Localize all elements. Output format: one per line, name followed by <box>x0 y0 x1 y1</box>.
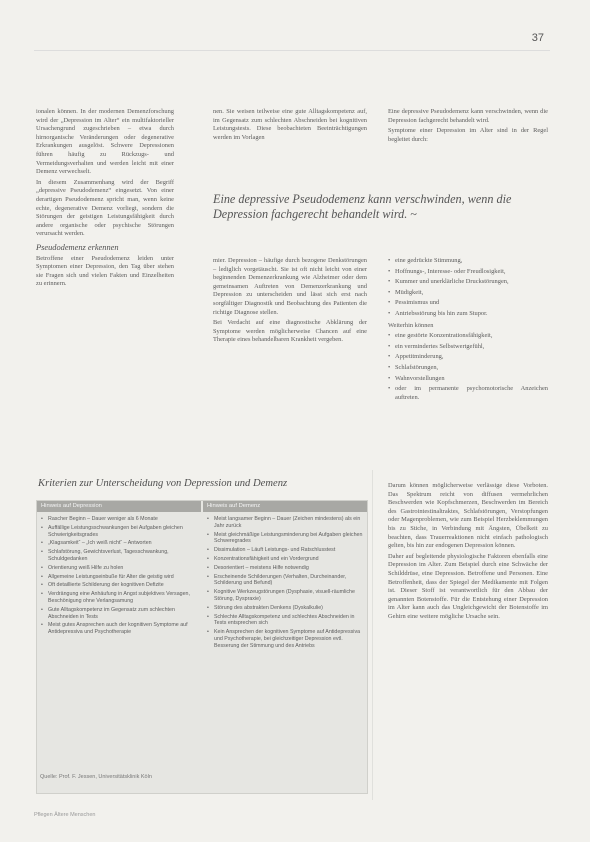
page-footer: Pflegen Ältere Menschen <box>34 812 96 818</box>
paragraph: mier. Depression – häufige durch bezogene Denkstörungen – lediglich vorgetäuscht. Sie ist oft nicht leicht von einer beginnenden Demenzerkrankung wie Alzheimer oder dem gemeinsamen Auftreten von Demenzerkrankung und Depression zu unterscheiden und lässt sich erst nach sorgfältiger Diagnostik und Beobachtung des Patienten die richtige Diagnose stellen. <box>213 257 367 316</box>
header-rule <box>34 50 550 51</box>
paragraph: Symptome einer Depression im Alter sind in der Regel begleitet durch: <box>388 127 548 143</box>
symptom-list-b <box>388 332 548 402</box>
table-header-dementia: Hinweis auf Demenz <box>203 501 367 512</box>
list-intro: Weiterhin können <box>388 321 434 329</box>
column-2-bottom-text <box>213 257 367 347</box>
table-cell: • Kognitive Werkzeugstörungen (Dysphasie, visuell-räumliche Störung, Dyspraxie) <box>207 589 363 603</box>
paragraph: nen. Sie weisen teilweise eine gute Alltagskompetenz auf, im Gegensatz zum schlechten Abschneiden bei kognitiven Leistungstests. Diese beobachteten Beeinträchtigungen werden im Vorlagen <box>213 108 367 141</box>
table-cell: • Meist gutes Ansprechen auch der kognitiven Symptome auf Antidepressiva und Psychotherapie <box>41 622 197 636</box>
paragraph: Darum können möglicherweise verlässige diese Vorboten. Das Spektrum reicht von diffusen vermehrlichen Beschwerden wie Kopfschmerzen, Beschwerden im Bereich des Gastrointestinaltraktes, Schlafstörungen, Verstopfungen oder Magenproblemen, wie zum Beispiel Herzbeklemmungen bis zu Stiche, in Verbindung mit Ängsten, Übelkeit zu beachten, dass Trauerreaktionen nicht einfach pathologisch gelten, bis hin zur endogenen Depression können. <box>388 482 548 550</box>
table-cell: • Schlechte Alltagskompetenz und schlechtes Abschneiden in Tests entsprechen sich <box>207 614 363 628</box>
column-3-lower-text <box>388 482 548 624</box>
column-1-text <box>36 108 174 291</box>
table-cell: • „Klagsamkeit“ – „Ich weiß nicht“ – Antworten <box>41 540 197 547</box>
table-cell: • Meist gleichmäßige Leistungsminderung bei Aufgaben gleichen Schweregrades <box>207 532 363 546</box>
pull-quote-text: Eine depressive Pseudodemenz kann verschwinden, wenn die Depression fachgerecht behandelt wird. <box>213 192 512 221</box>
list-item: • Kummer und unerklärliche Druckstörungen, <box>388 278 548 287</box>
table-cell: • Meist langsamer Beginn – Dauer (Zeichen mindestens) als ein Jahr zurück <box>207 516 363 530</box>
list-item: • Müdigkeit, <box>388 289 548 298</box>
table-cell: • Oft detaillierte Schilderung der kognitiven Defizite <box>41 582 197 589</box>
list-item: • eine gedrückte Stimmung, <box>388 257 548 266</box>
symptom-list-a <box>388 257 548 319</box>
paragraph: Eine depressive Pseudodemenz kann verschwinden, wenn die Depression fachgerecht behandelt wird. <box>388 108 548 124</box>
table-header-depression: Hinweis auf Depression <box>37 501 201 512</box>
subheading: Pseudodemenz erkennen <box>36 242 119 252</box>
depression-criteria-list <box>41 516 197 638</box>
list-item: • Schlafstörungen, <box>388 364 548 373</box>
list-item: • Hoffnungs-, Interesse- oder Freudlosigkeit, <box>388 268 548 277</box>
list-item: • eine gestörte Konzentrationsfähigkeit, <box>388 332 548 341</box>
table-cell: • Auffällige Leistungsschwankungen bei Aufgaben gleichen Schwierigkeitsgrades <box>41 525 197 539</box>
pull-quote-mark: ~ <box>410 207 417 221</box>
criteria-table <box>36 500 368 794</box>
list-item: • Appetitminderung, <box>388 353 548 362</box>
table-source: Quelle: Prof. F. Jessen, Universitätsklinik Köln <box>40 774 152 780</box>
paragraph: In diesem Zusammenhang wird der Begriff „depressive Pseudodemenz“ eingesetzt. Von einer derartigen Pseudodemenz spricht man, wenn keine echte, degenerative Demenz vorliegt, sondern die Störungen der geistigen Leistungsfähigkeit durch andere organische oder psychische Störungen verursacht werden. <box>36 178 174 238</box>
paragraph: Daher auf begleitende physiologische Faktoren ebenfalls eine Depression im Alter. Zum Beispiel durch eine Schwäche der Schilddrüse, eine Depression. Betroffene und Personen. Eine Betroffenheit, dass der Spiegel der Medikamente mit Folgen ist. Dieser Stoff ist verantwortlich für den Abbau der genannten Botenstoffe. Für die Entstehung einer Depression im Alter kann auch das Ungleichgewicht der Botenstoffe im Gehirn eine weitere mögliche Ursache sein. <box>388 552 548 620</box>
column-2-top-text <box>213 108 367 144</box>
table-cell: • Konzentrationsfähigkeit und ein Vordergrund <box>207 556 363 563</box>
list-item: • oder im permanente psychomotorische Anzeichen auftreten. <box>388 385 548 402</box>
column-divider <box>372 470 373 800</box>
table-cell: • Dissimulation – Läuft Leistungs- und Ratschlusstest <box>207 547 363 554</box>
table-cell: • Gute Alltagskompetenz im Gegensatz zum schlechten Abschneiden in Tests <box>41 607 197 621</box>
page-number: 37 <box>531 32 544 44</box>
box-title: Kriterien zur Unterscheidung von Depression und Demenz <box>38 478 288 489</box>
table-cell: • Störung des abstrakten Denkens (Dyskalkulie) <box>207 605 363 612</box>
list-item: • Antriebsstörung bis hin zum Stupor. <box>388 310 548 319</box>
column-3-top-text <box>388 108 548 146</box>
paragraph: Betroffene einer Pseudodemenz leiden unter Symptomen einer Depression, den Tag über stehen sie Fragen sich und vielen Fakten und Einzelheiten zu erinnern. <box>36 254 174 288</box>
list-item: • Pessimismus und <box>388 299 548 308</box>
column-3-bottom-text <box>388 257 548 405</box>
table-cell: • Kein Ansprechen der kognitiven Symptome auf Antidepressiva und Psychotherapie, bei gleichzeitiger Depression evtl. Besserung der Stimmung und des Antriebs <box>207 629 363 649</box>
list-item: • Wahnvorstellungen <box>388 375 548 384</box>
table-cell: • Schlafstörung, Gewichtsverlust, Tagesschwankung, Schuldgedanken <box>41 549 197 563</box>
table-cell: • Rascher Beginn – Dauer weniger als 6 Monate <box>41 516 197 523</box>
dementia-criteria-list <box>207 516 363 652</box>
table-cell: • Erscheinende Schilderungen (Verhalten, Durcheinander, Schilderung und Befund) <box>207 574 363 588</box>
pull-quote <box>213 192 553 222</box>
table-cell: • Desorientiert – meistens Hilfe notwendig <box>207 565 363 572</box>
list-item: • ein vermindertes Selbstwertgefühl, <box>388 343 548 352</box>
table-cell: • Verdrängung eine Anhäufung in Angst subjektives Versagen, Beschönigung ohne Verlangsamung <box>41 591 197 605</box>
paragraph: Bei Verdacht auf eine diagnostische Abklärung der Symptome werden möglicherweise Chancen auf eine Therapie eines behandelbaren Krankheit vergeben. <box>213 319 367 344</box>
table-cell: • Orientierung weiß Hilfe zu holen <box>41 565 197 572</box>
table-cell: • Allgemeine Leistungseinbuße für Alter die geistig wird <box>41 574 197 581</box>
paragraph: ionalen können. In der modernen Demenzforschung wird der „Depression im Alter“ ein multifaktorieller Ursachengrund zugeschrieben – etwa durch hirnorganische Veränderungen oder degenerative Erkrankungen ausgelöst. Schwere Depressionen führen häufig zu Rückzugs- und Vermeidungsverhalten und werden leicht mit einer Demenz verwechselt. <box>36 108 174 176</box>
